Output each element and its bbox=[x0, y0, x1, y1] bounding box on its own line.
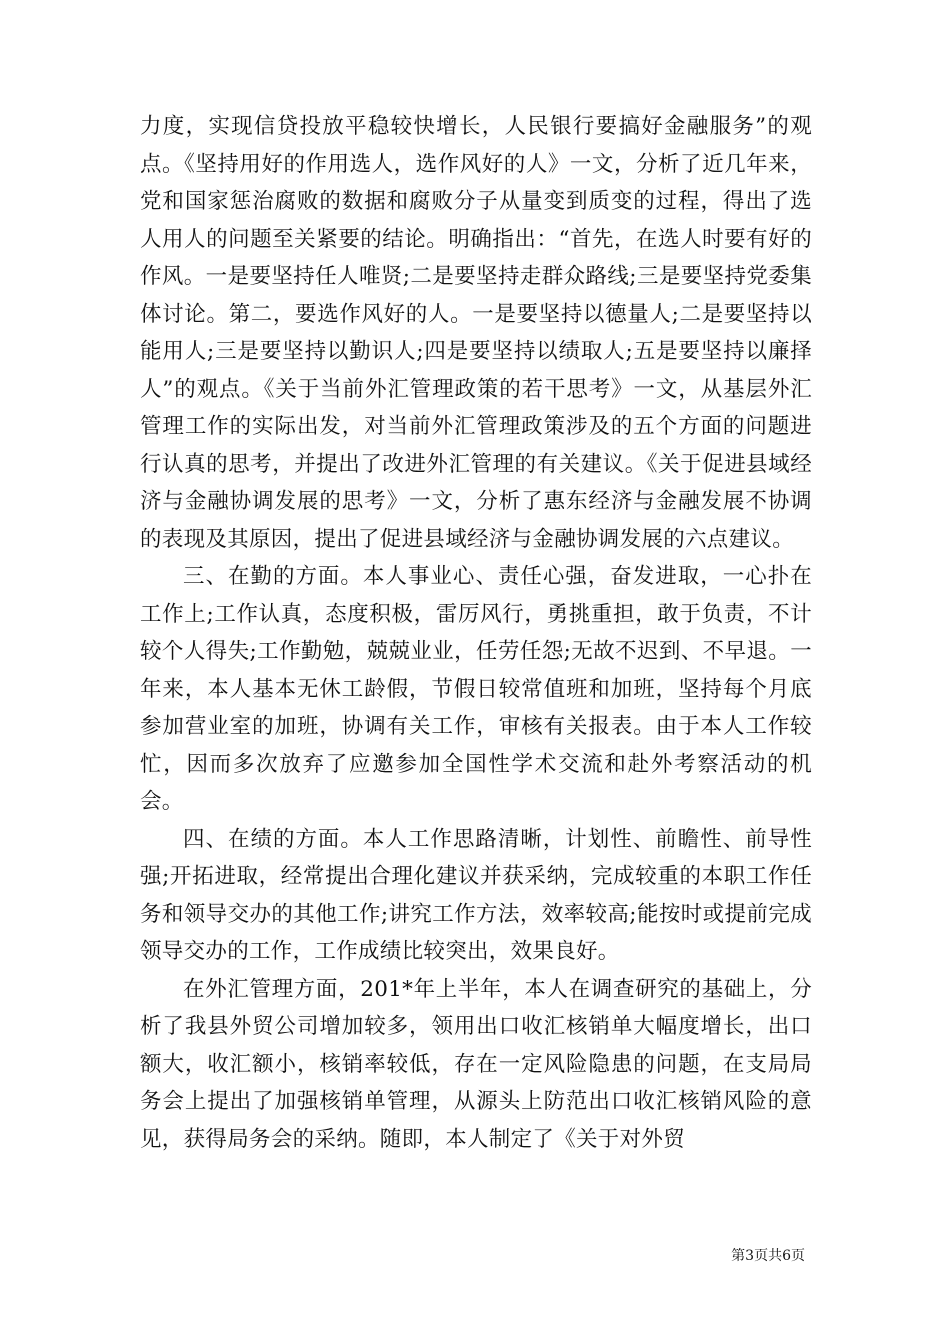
paragraph-4: 在外汇管理方面，201*年上半年，本人在调查研究的基础上，分析了我县外贸公司增加较多，领用出口收汇核销单大幅度增长，出口额大，收汇额小，核销率较低，存在一定风险隐患的问题，在支局局务会上提出了加强核销单管理，从源头上防范出口收汇核销风险的意见，获得局务会的采纳。随即，本人制定了《关于对外贸 bbox=[140, 976, 812, 1152]
paragraph-1: 力度，实现信贷投放平稳较快增长，人民银行要搞好金融服务”的观点。《坚持用好的作用选人，选作风好的人》一文，分析了近几年来，党和国家惩治腐败的数据和腐败分子从量变到质变的过程，得出了选人用人的问题至关紧要的结论。明确指出：“首先，在选人时要有好的作风。一是要坚持任人唯贤;二是要坚持走群众路线;三是要坚持党委集体讨论。第二，要选作风好的人。一是要坚持以德量人;二是要坚持以能用人;三是要坚持以勤识人;四是要坚持以绩取人;五是要坚持以廉择人”的观点。《关于当前外汇管理政策的若干思考》一文，从基层外汇管理工作的实际出发，对当前外汇管理政策涉及的五个方面的问题进行认真的思考，并提出了改进外汇管理的有关建议。《关于促进县域经济与金融协调发展的思考》一文，分析了惠东经济与金融发展不协调的表现及其原因，提出了促进县域经济与金融协调发展的六点建议。 bbox=[140, 114, 812, 552]
page-number-footer: 第3页共6页 bbox=[731, 1248, 805, 1264]
paragraph-3: 四、在绩的方面。本人工作思路清晰，计划性、前瞻性、前导性强;开拓进取，经常提出合理化建议并获采纳，完成较重的本职工作任务和领导交办的其他工作;讲究工作方法，效率较高;能按时或提前完成领导交办的工作，工作成绩比较突出，效果良好。 bbox=[140, 826, 812, 964]
document-body bbox=[140, 108, 812, 1158]
paragraph-2: 三、在勤的方面。本人事业心、责任心强，奋发进取，一心扑在工作上;工作认真，态度积极，雷厉风行，勇挑重担，敢于负责，不计较个人得失;工作勤勉，兢兢业业，任劳任怨;无故不迟到、不早退。一年来，本人基本无休工龄假，节假日较常值班和加班，坚持每个月底参加营业室的加班，协调有关工作，审核有关报表。由于本人工作较忙，因而多次放弃了应邀参加全国性学术交流和赴外考察活动的机会。 bbox=[140, 564, 812, 814]
